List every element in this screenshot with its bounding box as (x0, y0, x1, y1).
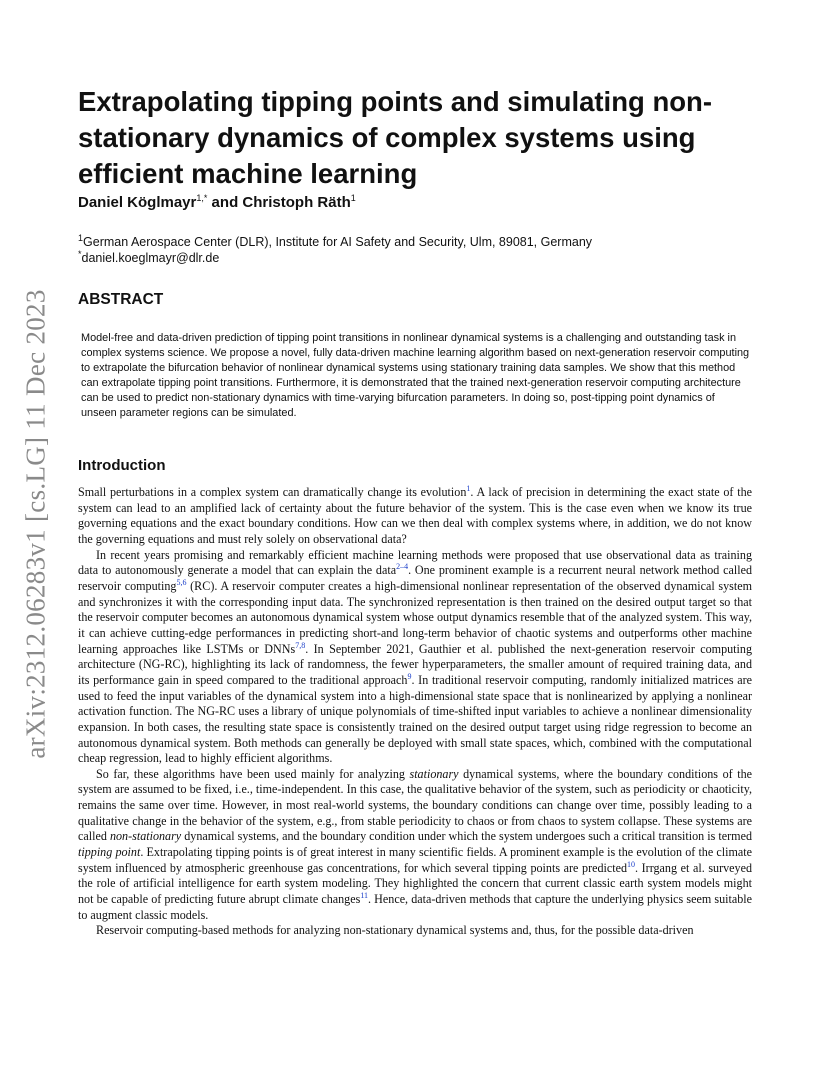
paragraph: In recent years promising and remarkably efficient machine learning methods were proposed that use observational data as training data to autonomously generate a model that can explain the data$^{2-4}$. One prominent example is a recurrent neural network method called reservoir computing$^{5,6}$ (RC). A reservoir computer creates a high-dimensional nonlinear representation of the observed dynamical system and synchronizes it with the corresponding input data. The synchronized representation is then trained on the desired output target so that the reservoir computer becomes an autonomous dynamical system whose output dynamics resemble that of the analyzed system. This way, it can achieve cutting-edge performances in predicting short-and long-term behavior of chaotic systems and outperforms other machine learning approaches like LSTMs or DNNs$^{7,8}$. In September 2021, Gauthier et al. published the next-generation reservoir computing architecture (NG-RC), highlighting its lack of randomness, the fewer hyperparameters, the smaller amount of required training data, and its performance gain in speed compared to the traditional approach$^9$. In traditional reservoir computing, randomly initialized matrices are used to feed the input variables of the dynamical system into a high-dimensional state space that is nonlinearized by applying a nonlinear activation function. The NG-RC uses a library of unique polynomials of time-shifted input variables to achieve a nonlinear dimensionality expansion. In both cases, the resulting state space is consistently trained on the desired output target using ridge regression to become an autonomous dynamical system. Both methods can generally be deployed with small state spaces, which, combined with the computational cheap regression, lead to highly efficient algorithms. (78, 547, 752, 766)
abstract-text: Model-free and data-driven prediction of tipping point transitions in nonlinear dynamical systems is a challenging and outstanding task in complex systems science. We propose a novel, fully data-driven machine learning algorithm based on next-generation reservoir computing to extrapolate the bifurcation behavior of nonlinear dynamical systems using stationary training data samples. We show that this method can extrapolate tipping point transitions. Furthermore, it is demonstrated that the trained next-generation reservoir computing architecture can be used to predict non-stationary dynamics with time-varying bifurcation parameters. In doing so, post-tipping point dynamics of unseen parameter regions can be simulated. (81, 332, 750, 420)
author-name: Daniel Köglmayr (78, 194, 197, 211)
affiliation-text: German Aerospace Center (DLR), Institute for AI Safety and Security, Ulm, 89081, Germany (83, 235, 593, 249)
citation-link[interactable]: 10 (627, 859, 636, 869)
emphasis: tipping point (78, 845, 141, 860)
corresponding-email-line (78, 250, 592, 266)
author-separator: and (207, 194, 243, 211)
citation-link[interactable]: 2–4 (396, 562, 409, 572)
citation-link[interactable]: 5,6 (176, 577, 187, 587)
emphasis: stationary (409, 766, 459, 781)
paragraph: So far, these algorithms have been used mainly for analyzing stationary dynamical systems, where the boundary conditions of the system are assumed to be fixed, i.e., time-independent. In this case, the qualitative behavior of the system, such as periodicity or chaoticity, remains the same over time. However, in most real-world systems, the boundary conditions can change over time, possibly leading to a qualitative change in the behavior of the system, e.g., from stable periodicity to chaos or from chaos to system collapse. These systems are called non-stationary dynamical systems, and the boundary condition under which the system undergoes such a critical transition is termed tipping point. Extrapolating tipping points is of great interest in many scientific fields. A prominent example is the evolution of the climate system influenced by atmospheric greenhouse gas concentrations, for which several tipping points are predicted$^{10}$. Irrgang et al. surveyed the role of artificial intelligence for earth system modeling. They highlighted the concern that current classic earth system models might not be capable of predicting future abrupt climate changes$^{11}$. Hence, data-driven methods that capture the underlying physics seem suitable to augment classic models. (78, 766, 752, 922)
author-list (78, 194, 356, 211)
author-affiliation-marker: 1 (350, 193, 356, 203)
emphasis: non-stationary (109, 829, 182, 844)
affiliation-marker: 1 (78, 232, 84, 243)
affiliation-marker: * (78, 248, 82, 259)
affiliations (78, 234, 592, 266)
arxiv-sidebar-stamp (16, 284, 56, 764)
introduction-body (78, 485, 752, 939)
paragraph: Reservoir computing-based methods for analyzing non-stationary dynamical systems and, thus, for the possible data-driven (96, 923, 694, 938)
abstract-heading: ABSTRACT (78, 291, 164, 308)
paper-title: Extrapolating tipping points and simulating non-stationary dynamics of complex systems using efficient machine learning (78, 86, 712, 189)
arxiv-identifier: arXiv:2312.06283v1 [cs.LG] 11 Dec 2023 (20, 289, 51, 759)
author-affiliation-marker: 1,* (196, 193, 208, 203)
section-heading-introduction: Introduction (78, 457, 166, 474)
paragraph: Small perturbations in a complex system can dramatically change its evolution$^1$. A lack of precision in determining the exact state of the system can lead to an amplified lack of certainty about the future behavior of the system. This is the case even when we know its true governing equations and the exact boundary conditions. How can we then deal with complex systems where, in addition, we do not know the governing equations and must rely solely on observational data? (78, 483, 752, 546)
citation-link[interactable]: 7,8 (295, 640, 306, 650)
citation-link[interactable]: 11 (360, 891, 369, 901)
author-name: Christoph Räth (242, 194, 351, 211)
citation-link[interactable]: 9 (407, 671, 412, 681)
corresponding-email: daniel.koeglmayr@dlr.de (81, 251, 220, 265)
citation-link[interactable]: 1 (466, 483, 471, 493)
affiliation-line (78, 234, 592, 250)
